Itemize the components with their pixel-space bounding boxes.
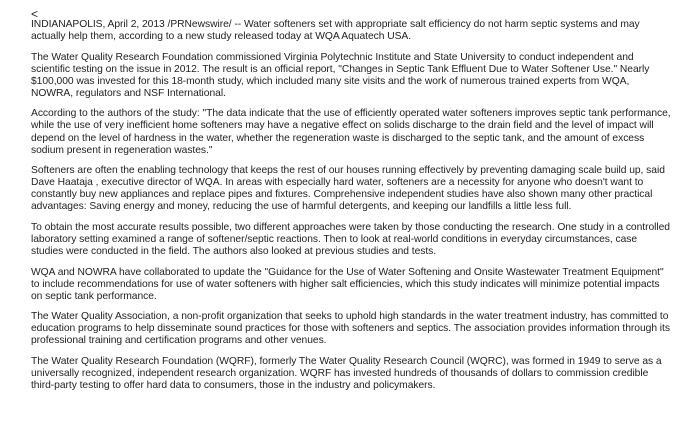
- back-link[interactable]: <: [31, 7, 39, 21]
- article-body: [31, 19, 671, 401]
- paragraph-research-approach: To obtain the most accurate results possible, two different approaches were taken by those conducting the research. One study in a controlled laboratory setting examined a range of softener/septic reactions. Then to look at real-world conditions in everyday circumstances, case studies were conducted in the field. The authors also looked at previous studies and tests.: [31, 221, 670, 258]
- paragraph-dateline: INDIANAPOLIS, April 2, 2013 /PRNewswire/ -- Water softeners set with appropriate salt efficiency do not harm septic systems and may actually help them, according to a new study released today at WQA Aquatech USA.: [31, 19, 640, 43]
- paragraph-wqrf-about: The Water Quality Research Foundation (WQRF), formerly The Water Quality Research Council (WQRC), was formed in 1949 to serve as a universally recognized, independent research organization. WQRF has invested hundreds of thousands of dollars to commission credible third-party testing to offer hard data to consumers, those in the industry and policymakers.: [31, 355, 662, 392]
- paragraph-wqa-about: The Water Quality Association, a non-profit organization that seeks to uphold high standards in the water treatment industry, has committed to education programs to help disseminate sound practices for those with softeners and septics. The association provides information through its professional training and certification programs and other venues.: [31, 311, 670, 347]
- paragraph-study-commission: The Water Quality Research Foundation commissioned Virginia Polytechnic Institute and State University to conduct independent and scientific testing on the issue in 2012. The result is an official report, "Changes in Septic Tank Effluent Due to Water Softener Use." Nearly $100,000 was invested for this 18-month study, which included many site visits and the work of numerous trained experts from WQA, NOWRA, regulators and NSF International.: [31, 51, 650, 99]
- paragraph-guidance-update: WQA and NOWRA have collaborated to update the "Guidance for the Use of Water Softening and Onsite Wastewater Treatment Equipment" to include recommendations for use of water softeners with higher salt efficiencies, which this study indicates will minimize potential impacts on septic tank performance.: [31, 266, 664, 302]
- paragraph-executive-statement: Softeners are often the enabling technology that keeps the rest of our houses running effectively by preventing damaging scale build up, said Dave Haataja , executive director of WQA. In areas with especially hard water, softeners are a necessity for anyone who doesn't want to constantly buy new appliances and replace pipes and fixtures. Comprehensive independent studies have also shown many other practical advantages: Saving energy and money, reducing the use of harmful detergents, and keeping our landfills a little less full.: [31, 165, 665, 213]
- paragraph-author-quote: According to the authors of the study: "The data indicate that the use of efficiently operated water softeners improves septic tank performance, while the use of very inefficient home softeners may have a negative effect on solids discharge to the drain field and the level of impact will depend on the level of hardness in the water, whether the regeneration waste is discharged to the septic tank, and the amount of excess sodium present in regeneration wastes.": [31, 108, 671, 156]
